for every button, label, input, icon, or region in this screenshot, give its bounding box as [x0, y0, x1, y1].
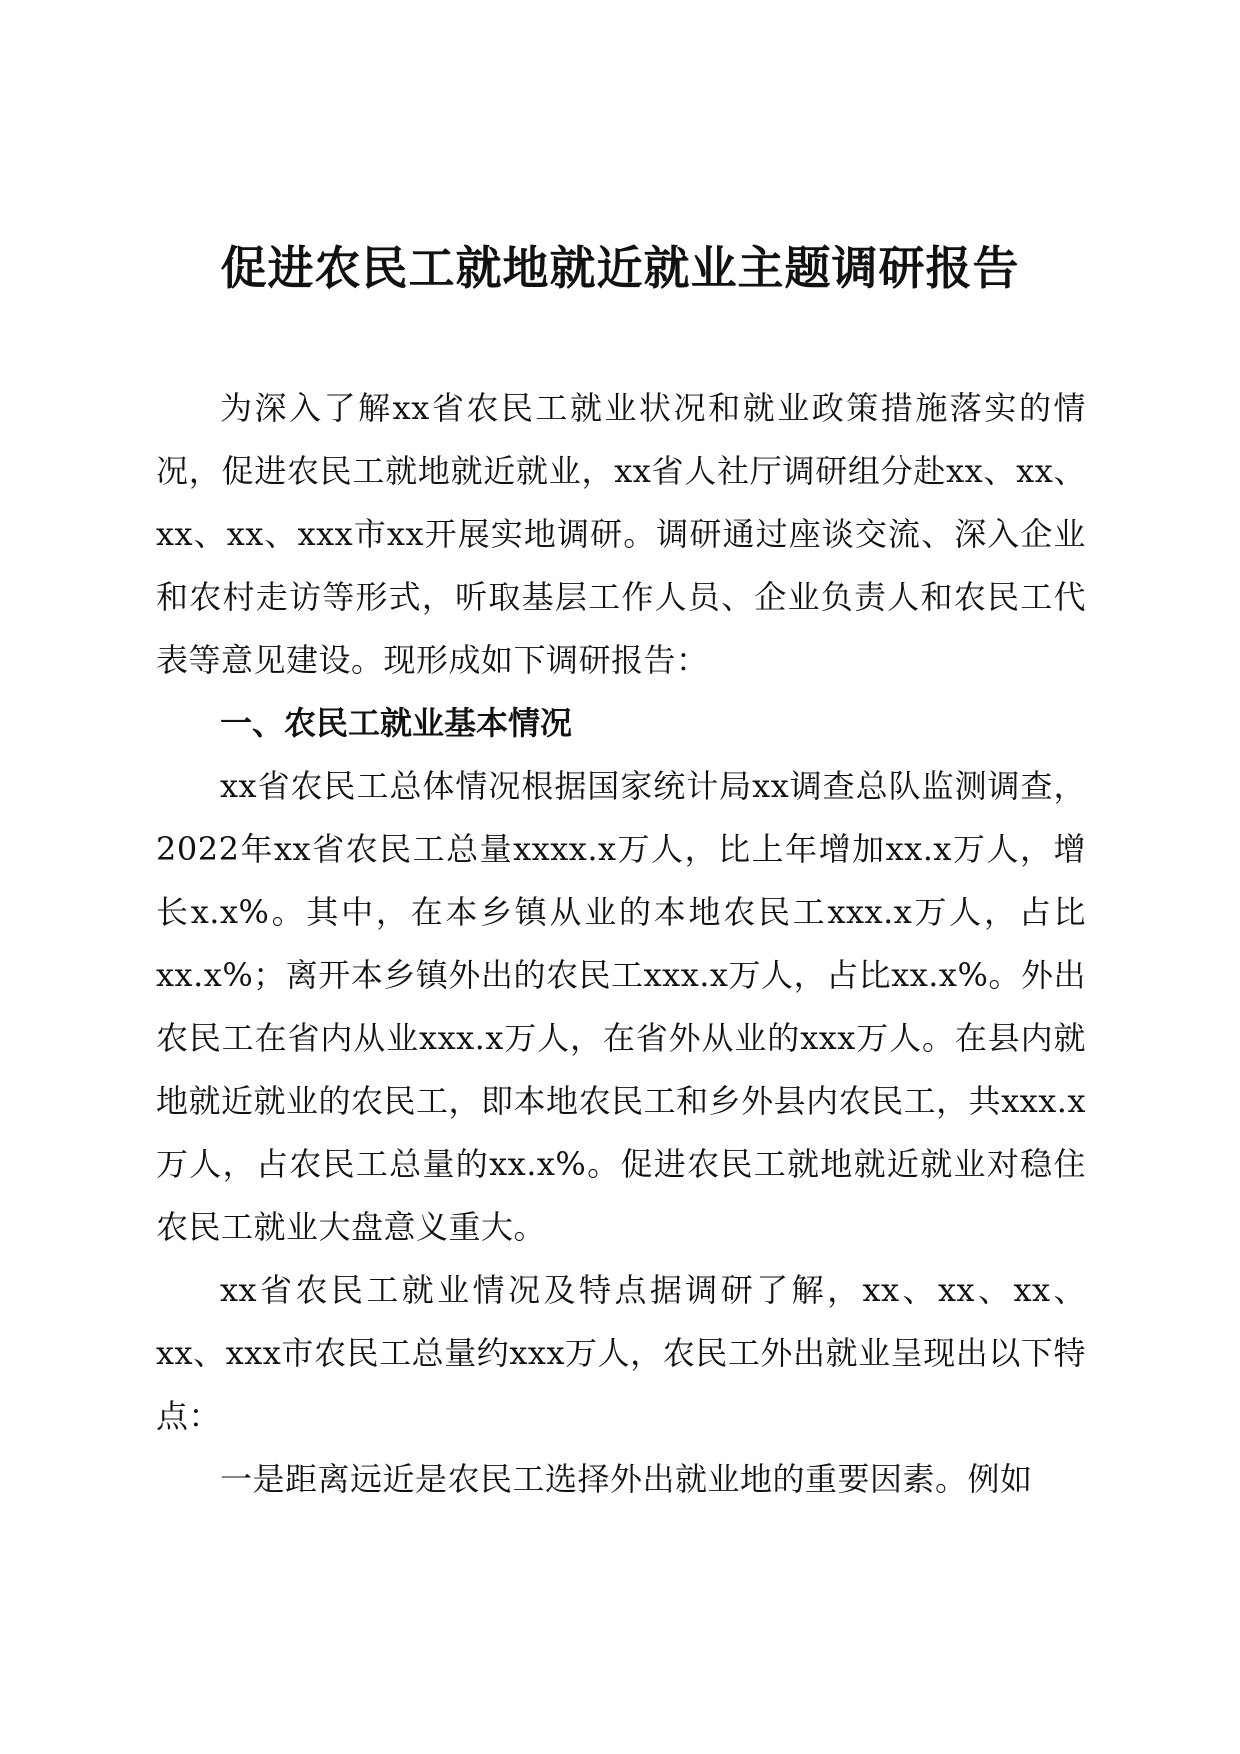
- document-title: 促进农民工就地就近就业主题调研报告: [220, 241, 1020, 295]
- section-heading: 一、农民工就业基本情况: [220, 704, 573, 742]
- characteristics-paragraph: xx省农民工就业情况及特点据调研了解，xx、xx、xx、xx、xxx市农民工总量约xxx万人，农民工外出就业呈现出以下特点：: [156, 1271, 1086, 1435]
- point-one-paragraph: 一是距离远近是农民工选择外出就业地的重要因素。例如: [220, 1460, 1033, 1498]
- overall-situation-paragraph: xx省农民工总体情况根据国家统计局xx调查总队监测调查，2022年xx省农民工总量xxxx.x万人，比上年增加xx.x万人，增长x.x%。其中，在本乡镇从业的本地农民工xxx.x万人，占比xx.x%；离开本乡镇外出的农民工xxx.x万人，占比xx.x%。外出农民工在省内从业xxx.x万人，在省外从业的xxx万人。在县内就地就近就业的农民工，即本地农民工和乡外县内农民工，共xxx.x万人，占农民工总量的xx.x%。促进农民工就地就近就业对稳住农民工就业大盘意义重大。: [156, 767, 1086, 1246]
- intro-paragraph: 为深入了解xx省农民工就业状况和就业政策措施落实的情况，促进农民工就地就近就业，xx省人社厅调研组分赴xx、xx、xx、xx、xxx市xx开展实地调研。调研通过座谈交流、深入企业和农村走访等形式，听取基层工作人员、企业负责人和农民工代表等意见建设。现形成如下调研报告：: [156, 389, 1086, 679]
- document-body: [156, 377, 1086, 1511]
